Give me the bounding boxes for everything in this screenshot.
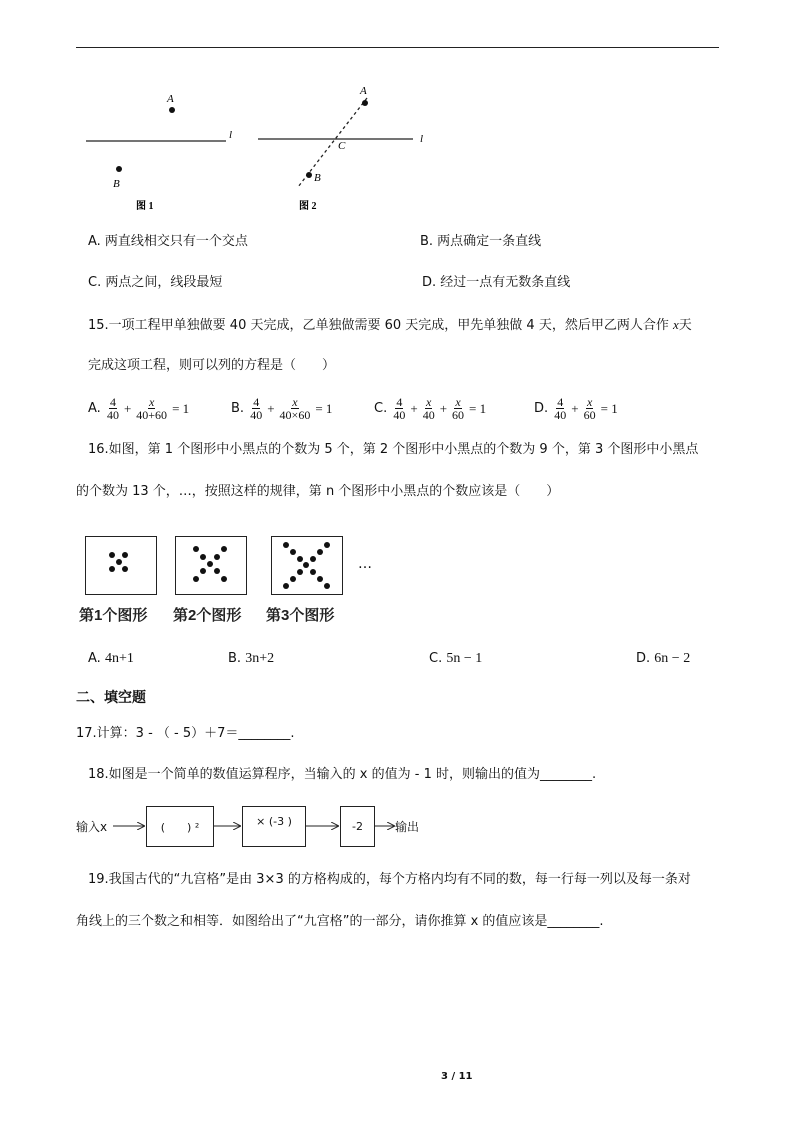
- q16-option-c: C. 5n − 1: [429, 651, 483, 666]
- page-number: 3 / 11: [441, 1071, 473, 1082]
- fraction: $\frac{x}{40+60}$: [136, 395, 168, 422]
- q18-text: 18.如图是一个简单的数值运算程序，当输入的 x 的值为 - 1 时，则输出的值为________.: [88, 767, 597, 782]
- fig1-label-a: A: [167, 93, 174, 105]
- flow-box-multiply: × (-3 ): [242, 806, 306, 847]
- section-heading: 二、填空题: [76, 690, 146, 706]
- fig2-caption: 图 2: [299, 201, 317, 212]
- q15-c-label: C.: [374, 400, 388, 416]
- flow-input-label: 输入x: [76, 820, 108, 834]
- dot-figure-1-label: 第1个图形: [79, 607, 148, 624]
- line-figures: [76, 80, 436, 220]
- fig2-label-a: A: [360, 85, 367, 97]
- q15-option-d: D. $\frac{4}{40}$ + $\frac{x}{60}$ = 1: [534, 395, 618, 422]
- fraction: $\frac{4}{40}$: [554, 395, 567, 422]
- q15-a-label: A.: [88, 400, 101, 416]
- fraction: $\frac{4}{40}$: [393, 395, 406, 422]
- q19-line2: 角线上的三个数之和相等．如图给出了“九宫格”的一部分，请你推算 x 的值应该是________.: [76, 914, 604, 929]
- flow-box-subtract: -2: [340, 806, 375, 847]
- fig2-label-c: C: [338, 140, 346, 152]
- q15-line1: [88, 316, 692, 335]
- flow-output-label: 输出: [395, 820, 420, 834]
- dot-figure-2: [175, 536, 247, 595]
- dot-figure-1: [85, 536, 157, 595]
- fig1-point-a: [169, 107, 175, 113]
- header-rule: [76, 47, 719, 48]
- q14-option-a: A. 两直线相交只有一个交点: [88, 234, 248, 249]
- fig2-label-b: B: [314, 172, 321, 184]
- dot-figure-3-label: 第3个图形: [266, 607, 335, 624]
- q15-option-b: B. $\frac{4}{40}$ + $\frac{x}{40\times 60}$ = 1: [231, 395, 333, 422]
- dot-figure-ellipsis: …: [358, 556, 372, 572]
- q17-text: 17.计算：3 - （ - 5）＋7＝________.: [76, 726, 295, 741]
- q16-option-d: D. 6n − 2: [636, 651, 691, 666]
- q19-line1: 19.我国古代的“九宫格”是由 3×3 的方格构成的，每个方格内均有不同的数，每一行每一列以及每一条对: [88, 872, 691, 887]
- q15-b-label: B.: [231, 400, 245, 416]
- dot-figure-2-label: 第2个图形: [173, 607, 242, 624]
- fig1-label-b: B: [113, 178, 120, 190]
- q18-flowchart: [76, 803, 436, 847]
- q15-line2: 完成这项工程，则可以列的方程是（ ）: [88, 358, 336, 373]
- fig1-label-l: l: [229, 129, 233, 141]
- q16-option-a: A. 4n+1: [88, 651, 134, 666]
- q15-var: x: [672, 317, 679, 332]
- q16-line2: 的个数为 13 个，…，按照这样的规律，第 n 个图形中小黑点的个数应该是（ ）: [76, 484, 560, 499]
- q14-option-d: D. 经过一点有无数条直线: [422, 275, 571, 290]
- fraction: $\frac{x}{60}$: [583, 395, 596, 422]
- fig2-point-b: [306, 172, 312, 178]
- q15-option-a: A. $\frac{4}{40}$ + $\frac{x}{40+60}$ = 1: [88, 395, 190, 422]
- fig2-point-a: [362, 100, 368, 106]
- q14-option-c: C. 两点之间，线段最短: [88, 275, 223, 290]
- q15-option-c: C. $\frac{4}{40}$ + $\frac{x}{40}$ + $\frac{x}{60}$ = 1: [374, 395, 487, 422]
- q16-option-b: B. 3n+2: [228, 651, 275, 666]
- fig1-point-b: [116, 166, 122, 172]
- q15-line1-pre: 15.一项工程甲单独做要 40 天完成，乙单独做需要 60 天完成，甲先单独做 4 天，然后甲乙两人合作: [88, 318, 673, 333]
- fig2-label-l: l: [420, 133, 424, 145]
- q15-line1-post: 天: [678, 318, 692, 333]
- q16-line1: 16.如图，第 1 个图形中小黑点的个数为 5 个，第 2 个图形中小黑点的个数为 9 个，第 3 个图形中小黑点: [88, 442, 699, 457]
- fraction: $\frac{x}{40}$: [422, 395, 435, 422]
- dot-figure-3: [271, 536, 343, 595]
- fraction: $\frac{4}{40}$: [106, 395, 119, 422]
- fraction: $\frac{x}{40\times 60}$: [279, 395, 311, 422]
- fraction: $\frac{x}{60}$: [452, 395, 465, 422]
- fig1-caption: 图 1: [136, 201, 154, 212]
- q15-d-label: D.: [534, 400, 549, 416]
- fraction: $\frac{4}{40}$: [250, 395, 263, 422]
- flow-box-square: ( ) ²: [146, 806, 214, 847]
- q14-option-b: B. 两点确定一条直线: [420, 234, 542, 249]
